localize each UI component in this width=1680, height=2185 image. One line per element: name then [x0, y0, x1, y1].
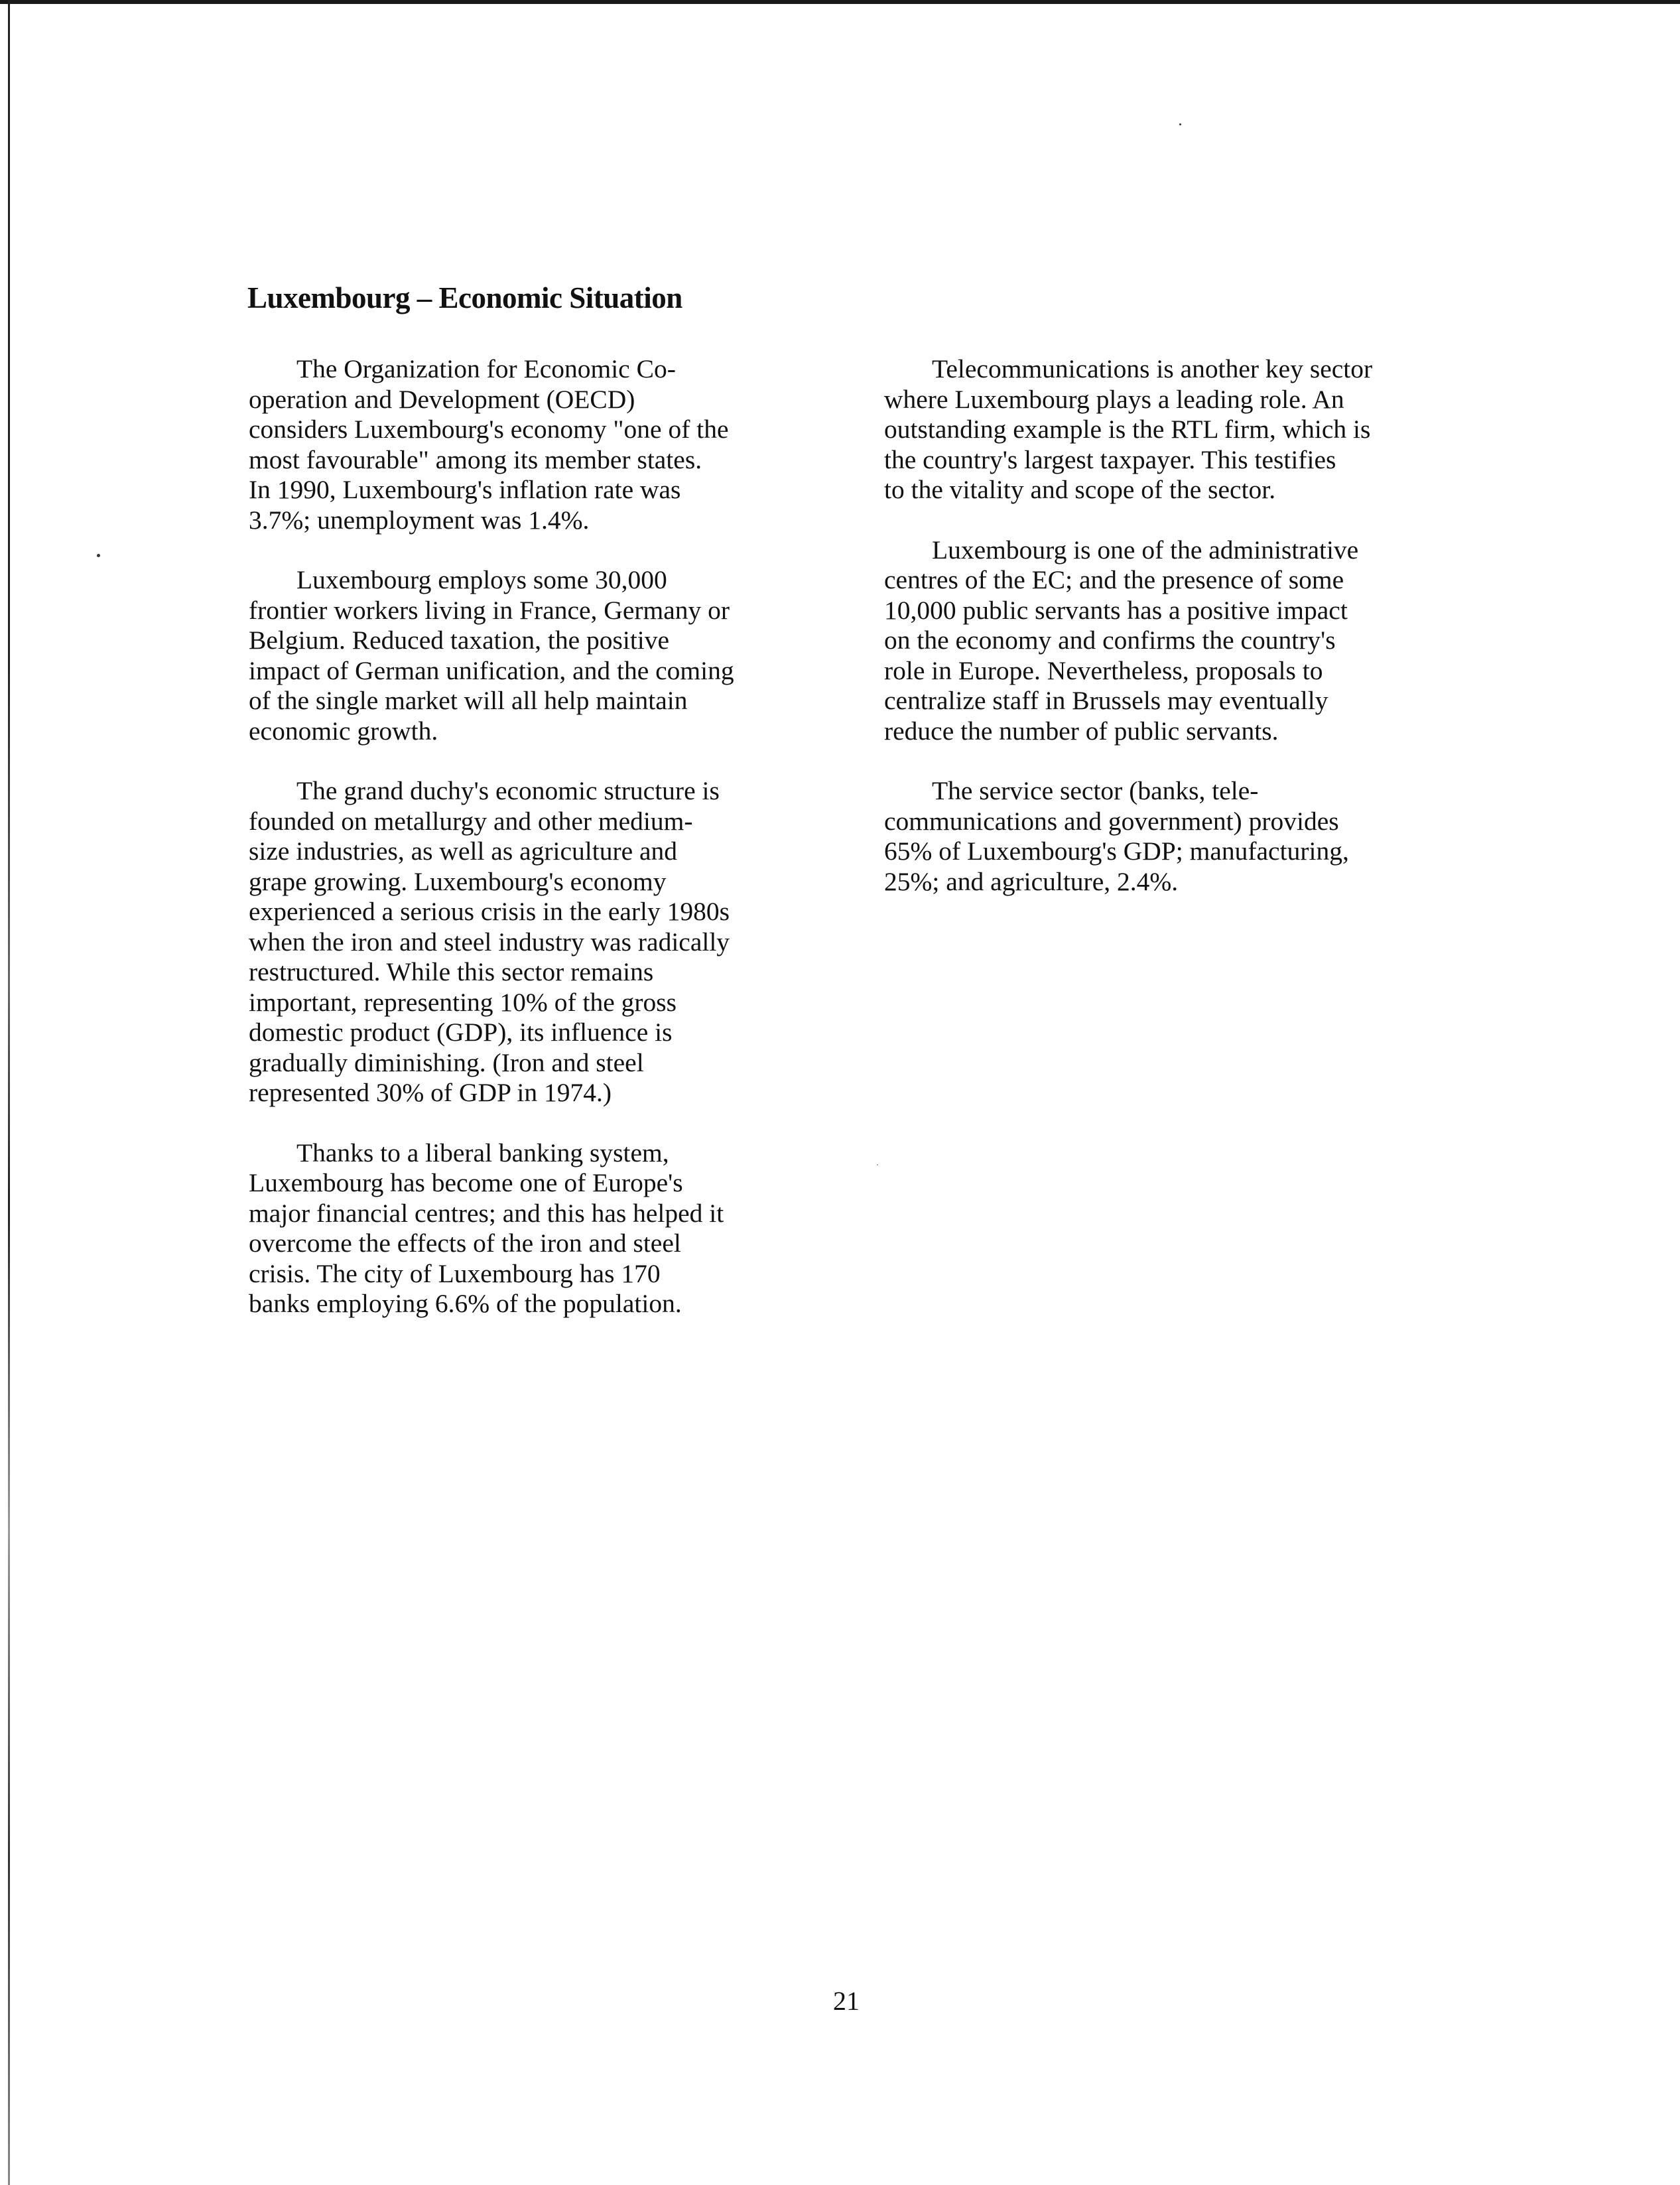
scan-top-edge [0, 0, 1680, 4]
left-column [249, 354, 819, 1349]
scan-speck [877, 1164, 878, 1165]
paragraph: Telecommunications is another key sector where Luxembourg plays a leading role. An outstanding example is the RTL firm, which is the country's largest taxpayer. This testifies to the vitality and scope of the sector. [884, 354, 1373, 504]
page-title: Luxembourg – Economic Situation [247, 281, 682, 314]
page-number: 21 [833, 1986, 860, 2016]
scan-speck [97, 554, 100, 557]
paragraph: The Organization for Economic Co- operation and Development (OECD) considers Luxembourg's economy "one of the most favourable" among its member states. In 1990, Luxembourg's inflation rate was 3.7%; unemployment was 1.4%. [249, 354, 729, 535]
paragraph: Luxembourg employs some 30,000 frontier workers living in France, Germany or Belgium. Reduced taxation, the positive impact of German unification, and the coming of the single market will all help maintain economic growth. [249, 565, 734, 746]
paragraph: Thanks to a liberal banking system, Luxembourg has become one of Europe's major financial centres; and this has helped it overcome the effects of the iron and steel crisis. The city of Luxembourg has 170 banks employing 6.6% of the population. [249, 1138, 724, 1318]
right-column [884, 354, 1468, 927]
paragraph: Luxembourg is one of the administrative centres of the EC; and the presence of some 10,000 public servants has a positive impact on the economy and confirms the country's role in Europe. Nevertheless, proposals to centralize staff in Brussels may eventually reduce the number of public servants. [884, 535, 1359, 746]
scan-speck [1179, 123, 1181, 125]
paragraph: The grand duchy's economic structure is founded on metallurgy and other medium- size industries, as well as agriculture and grape growing. Luxembourg's economy experienced a serious crisis in the early 1980s when the iron and steel industry was radically restructured. While this sector remains important, representing 10% of the gross domestic product (GDP), its influence is gradually diminishing. (Iron and steel represented 30% of GDP in 1974.) [249, 776, 730, 1107]
scan-left-edge [8, 0, 10, 2185]
paragraph: The service sector (banks, tele- communications and government) provides 65% of Luxembourg's GDP; manufacturing, 25%; and agriculture, 2.4%. [884, 776, 1349, 896]
